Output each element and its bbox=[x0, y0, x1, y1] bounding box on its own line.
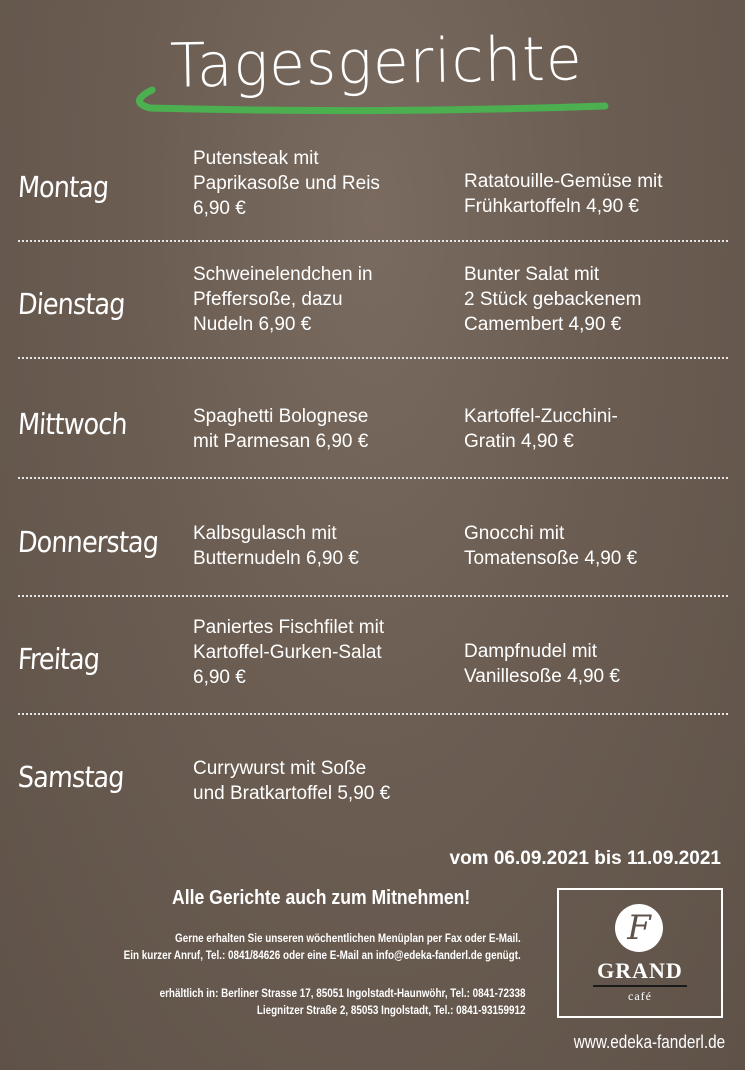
dish-veggie: Kartoffel-Zucchini- Gratin 4,90 € bbox=[464, 406, 618, 452]
address-line: Liegnitzer Straße 2, 85053 Ingolstadt, Tel.: 0841-93159912 bbox=[256, 1005, 525, 1017]
dotted-divider bbox=[18, 240, 728, 242]
info-line: Gerne erhalten Sie unseren wöchentlichen Menüplan per Fax oder E-Mail. bbox=[175, 933, 521, 945]
takeaway-note: Alle Gerichte auch zum Mitnehmen! bbox=[172, 887, 471, 909]
dotted-divider bbox=[18, 713, 728, 715]
dish-veggie: Bunter Salat mit 2 Stück gebackenem Camembert 4,90 € bbox=[464, 264, 642, 335]
dotted-divider bbox=[18, 477, 728, 479]
dish-main: Kalbsgulasch mit Butternudeln 6,90 € bbox=[193, 523, 359, 569]
day-label: Dienstag bbox=[16, 287, 126, 321]
logo-f-icon: F bbox=[615, 904, 663, 952]
dish-main: Paniertes Fischfilet mit Kartoffel-Gurken-Salat 6,90 € bbox=[193, 617, 385, 688]
address-text bbox=[159, 986, 525, 1020]
dotted-divider bbox=[18, 357, 728, 359]
dish-main: Putensteak mit Paprikasoße und Reis 6,90 € bbox=[193, 148, 380, 219]
day-label: Freitag bbox=[16, 642, 101, 676]
day-label: Donnerstag bbox=[16, 525, 160, 559]
date-range: vom 06.09.2021 bis 11.09.2021 bbox=[449, 848, 721, 869]
dish-main: Schweinelendchen in Pfeffersoße, dazu Nudeln 6,90 € bbox=[193, 264, 373, 335]
dish-main: Spaghetti Bolognese mit Parmesan 6,90 € bbox=[193, 406, 369, 452]
logo-subtitle: café bbox=[628, 989, 652, 1003]
day-label: Montag bbox=[16, 170, 110, 204]
dish-veggie: Dampfnudel mit Vanillesoße 4,90 € bbox=[464, 641, 620, 687]
website-link[interactable]: www.edeka-fanderl.de bbox=[573, 1032, 725, 1052]
page-title: Tagesgerichte bbox=[169, 22, 584, 102]
dish-veggie: Gnocchi mit Tomatensoße 4,90 € bbox=[464, 523, 638, 569]
day-label: Samstag bbox=[16, 760, 125, 794]
logo-divider bbox=[593, 985, 687, 987]
info-text bbox=[124, 931, 521, 965]
logo-name: GRAND bbox=[597, 958, 683, 983]
info-line: Ein kurzer Anruf, Tel.: 0841/84626 oder eine E-Mail an info@edeka-fanderl.de genügt. bbox=[123, 950, 521, 962]
day-label: Mittwoch bbox=[16, 407, 128, 441]
dish-veggie: Ratatouille-Gemüse mit Frühkartoffeln 4,90 € bbox=[464, 171, 663, 217]
grand-cafe-logo bbox=[557, 888, 723, 1018]
address-line: erhältlich in: Berliner Strasse 17, 85051 Ingolstadt-Haunwöhr, Tel.: 0841-72338 bbox=[159, 988, 525, 1000]
dish-main: Currywurst mit Soße und Bratkartoffel 5,90 € bbox=[193, 758, 391, 804]
dotted-divider bbox=[18, 595, 728, 597]
header bbox=[0, 0, 745, 150]
